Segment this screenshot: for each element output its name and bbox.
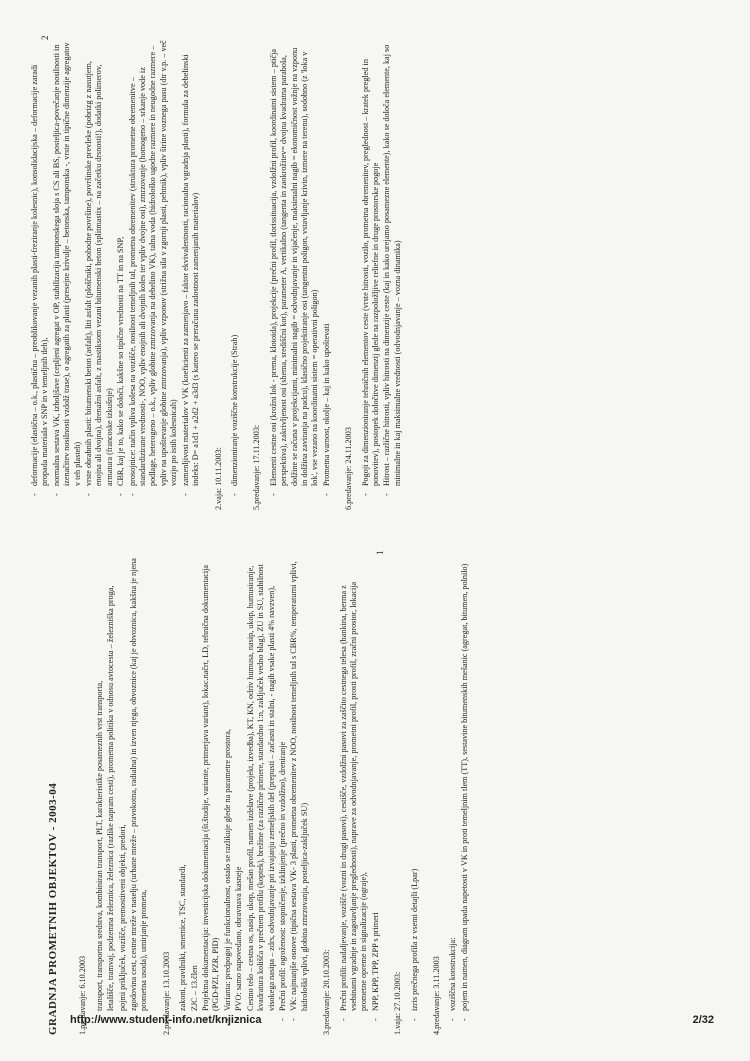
topic-item: - Prečni profil: ogroženost: stopničenje, izklinjenje (prečno in vzdolžno), dreniranje <box>278 550 288 1021</box>
topic-item: - Prečni profili: nadaljevanje, vozišče (vozni in drugi pasovi), cestišče, vzdolžni pasovi za zaščito cestnega telesa (bankina, berma z vsebinami vgradnje in zagotavljanje preglednosti), naprave za odvodnjavanje, prometni profil, prosti profil, zračni prostor, lokacija prometne opreme in signalizacije (ograje), <box>339 550 370 1021</box>
topic-list <box>30 40 202 496</box>
topic-list <box>95 550 150 1021</box>
topic-item: - zgodovina cest, cestne mreže v naselju (urbane mreže – pravokotna, radialna) in izven njega, obvoznice (kaj je obvoznica, kakšna je njena prometna usoda), umirjanje prometa, <box>129 550 150 1021</box>
lecture-section <box>344 40 403 510</box>
lecture-heading: 2.predavanje: 13.10.2003 <box>161 951 171 1035</box>
topic-item: - prosojnice: način vpliva kolesa na vozišče, nosilnost temeljnih tal, prometna obremenitev (struktura prometne obremenitve – standardizirane vrednosti-, NOO, vpliv enojnih ali dvojnih koles ter vpliv dvojne osi), zmrzovanje (homogeno – srkanje vode iz podlage, heterogeno – o.k., vpliv globine zmrzovanja na debelino VK), talna voda (hidrološko ugodne razmere in neugodne razmere – vpliv na upoštevanje globine zmrzovanja), vpliv vzponov (strižna sila v zgornji plasti, pehtnik), vpliv širine voznega pasu (dtr v.p. – več vozijo po istih kolesnicah) <box>128 40 180 496</box>
footer <box>70 1014 714 1026</box>
topic-item: - Elementi cestne osi (krožni lok - prema, klotoida), projekcije (prečni profil, tlorissituacija, vzdolžni profil, koordinatni sistem – ptičja perspektiva), zakrivljenost osi (shema, središčni kot), parameter A, vertikalno (tangenta in zaokrožitev= dvojna kvadratna parabola, dolžine se računa v projekcijami, minimalni nagib = odvodnjavanje in vijačenje, maksimalni nagib = ekonomičnost vožnje na vzponu in dolžina zaviranja na padcu), klasično projektiranje osi (tangentni poligon, vstavljanje krivin, izmere na terenu), sodobno (z 'loka v lok', vse vezano na koordinatni sistem = operativni poligon) <box>269 40 321 496</box>
lecture-heading: 6.predavanje: 24.11.2003 <box>344 427 354 510</box>
topic-list <box>339 550 382 1021</box>
rotated-content <box>30 25 720 1035</box>
topic-list <box>230 40 240 496</box>
topic-item: - Cestno telo – cestna os, nasip, ukop, mešan profil, namen izdelave (projekt, izvedba), KT, KN, odriv humusa, nasip, ukop, humusiranje, kvadratura kolišča v prečnem profilu (koptek), brežine (za različne primere, standardno 1:n, zaključek vedno blag), ZU in SU, stabilnost visokega nasipa – zdrs, odvodnjavanje pri izvajanju zemeljskih del (prepusti – začasni in stalni, - nagib vsake plasti 4% navzven), <box>246 550 277 1021</box>
topic-item: - Hitrost – različne hitrosti, vpliv hitrosti na dimenzije ceste (kaj in kako urejamo posamezne elemente), kako se določa elemente, kaj so minimalne in kaj maksimalne vrednosti (odvodnjavanje – vozna dinamika) <box>382 40 403 496</box>
topic-list <box>448 550 470 1021</box>
lecture-section <box>322 550 381 1035</box>
topic-item: - deformacije (elastična – o.k., plastična – preoblikovanje vezanih plasti-freziranje kolesnic), konsolidacijska – deformacije zaradi propada materiala v SNP in v temeljnih tleh), <box>30 40 51 496</box>
lecture-heading: 4.predavanje: 3.11.2003 <box>431 956 441 1035</box>
topic-item: - Projektna dokumentacija: investicijska dokumentacija (št.študije, variante, primerjava variant), lokac.načrt, LD, tehnična dokumentacija (PGD-PZI, PZR, PID) <box>201 550 222 1021</box>
footer-url: http://www.student-info.net/knjiznica <box>70 1014 262 1026</box>
topic-item: - Prometna varnost, okolje – kaj in kako upoštevati <box>322 40 332 496</box>
topic-item: - vrste obrabnih plasti: bitumenski beton (asfalt), liti asfalt (ploščniki, pohodne površine), površinske prevleke (pobrizg z nasutjem, enojna ali dvojna), drenažni asfalt, z mastiksom vezani bitumenski beton (splitmastix – na začetku drsnosti!), dodatki polimerov, armatura (francoske izkušnje) <box>84 40 115 496</box>
footer-page-counter: 2/32 <box>692 1014 714 1026</box>
lecture-section <box>78 550 149 1035</box>
left-sections <box>78 550 470 1035</box>
topic-item: - zamenljivost materialov v VK (koeficienti za zamenjavo – faktor ekvivalentnosti, racionalna vgradnja plasti), formula za debelinski indeks: D= a1d1 + a2d2 + a3d3 (s katero se preračuna zadostnost zamenjanih materialov) <box>181 40 202 496</box>
topic-item: - dimenzioniranje voziščne konstrukcije (Strah) <box>230 40 240 496</box>
topic-item: - transport, transportna sredstva, kombiniran transport, PLT, karakteristike posameznih vrst transporta, <box>95 550 105 1021</box>
lecture-heading: 1.vaja: 27.10.2003: <box>393 971 403 1035</box>
topic-list <box>410 550 420 1021</box>
topic-list <box>269 40 332 496</box>
topic-item: - pojmi priključek, vozišče, premostitveni objekti, predori, <box>118 550 128 1021</box>
right-sections <box>30 40 403 510</box>
topic-item: - normalna sestava VK, izboljšave (cepljeni agregat v OP, stabilizacija tamponskega sloja s CS ali BS, posteljica-povečanje nosilnosti in izenačitev nosilnosti vzdolž trase), o agregatih za plasti (presejne krivulje – betonska, tamponska -, vrste in tipične dimenzije agregatov v teh plasteh) <box>52 40 83 496</box>
page-number-right: 2 <box>40 35 50 40</box>
topic-item: - VK: najmanjše osnove (tipična sestava VK- 3 plasti, prometna obremenitev z NOO, nosilnost temeljnih tal s CBR%, temperaturni vplivi, hidrološki vplivi, globina zmrzovanja, posteljica-zaključek SU) <box>289 550 310 1021</box>
topic-item: - pojem in namen, diagram upada napetosti v VK in proti temeljnim tlem (TT), sestavine bitumenskih mešanic (agregat, bitumen, polnilo) <box>460 550 470 1021</box>
lecture-section <box>432 550 470 1035</box>
topic-item: - zakoni, pravilniki, smernice, TSC, standardi, <box>178 550 188 1021</box>
topic-item: - PVO: samo napovedano, obravnava kasneje <box>234 550 244 1021</box>
lecture-section <box>30 40 202 510</box>
topic-list <box>361 40 404 496</box>
topic-item: - NPP, KPP, TPP, ZPP s primeri <box>371 550 381 1021</box>
topic-item: - Varianta: predpogoj je funkcionalnost, ostalo se razlikuje glede na parametre prostora, <box>223 550 233 1021</box>
topic-item: - CBR, kaj je to, kako se določi, kakšne so tipične vrednosti na TT in na SNP, <box>116 40 126 496</box>
left-column <box>30 550 720 1035</box>
topic-item: - ZJC – 13.člen <box>190 550 200 1021</box>
lecture-heading: 2.vaja: 10.11.2003: <box>213 447 223 510</box>
document-title: GRADNJA PROMETNIH OBJEKTOV - 2003-04 <box>47 782 59 1035</box>
topic-item: - Pogoji za dimenzioniranje tehničnih elementov ceste (vrste hitrosti, vozilo, prometna obremenitev, preglednost – kratek pregled in ponovitev), postopek določitve dimenzij glede na razpoložljive reliefne in druge prostorske pogoje <box>361 40 382 496</box>
lecture-section <box>252 40 332 510</box>
right-column <box>30 40 720 510</box>
lecture-section <box>393 550 420 1035</box>
topic-item: - izris prečnega profila z vsemi detajli (Lpar) <box>410 550 420 1021</box>
lecture-heading: 1.predavanje: 6.10.2003 <box>78 955 88 1035</box>
page-number-left: 1 <box>375 550 385 555</box>
topic-list <box>178 550 310 1021</box>
topic-item: - voziščna konstrukcija: <box>448 550 458 1021</box>
lecture-heading: 3.predavanje: 20.10.2003: <box>322 949 332 1035</box>
lecture-heading: 5.predavanje: 17.11.2003: <box>252 424 262 510</box>
lecture-section <box>162 550 310 1035</box>
lecture-section <box>214 40 241 510</box>
topic-item: - letališče, tramvaj, podzemna železnica, železnica (razlike napram cesti), prometna politika v odnosu avtocesta – železniška proga, <box>106 550 116 1021</box>
